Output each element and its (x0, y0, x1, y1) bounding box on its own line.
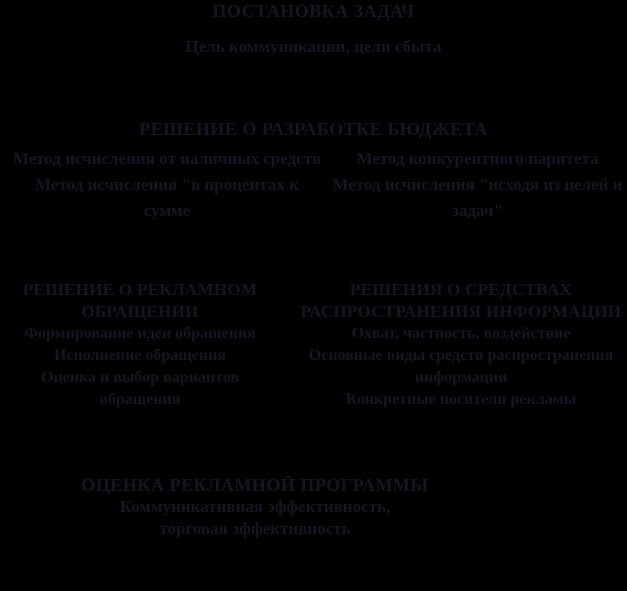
evaluation-title: ОЦЕНКА РЕКЛАМНОЙ ПРОГРАММЫ (81, 475, 429, 495)
media-decisions-title: РЕШЕНИЯ О СРЕДСТВАХ РАСПРОСТРАНЕНИЯ ИНФОРМАЦИИ (300, 280, 622, 321)
media-item-specific-vehicles: Конкретные носители рекламы (345, 391, 577, 408)
budget-method-affordable: Метод исчисления от наличных средств (12, 149, 322, 168)
media-item-reach-frequency-impact: Охват, частность, воздействие (351, 325, 571, 342)
media-decisions-box (300, 279, 622, 411)
message-item-evaluation-selection: Оценка и выбор вариантов обращения (41, 369, 239, 408)
message-decisions-box (5, 279, 275, 411)
message-item-execution: Исполнение обращения (54, 347, 226, 364)
evaluation-item-sales-effectiveness: торговая эффективность (159, 519, 351, 538)
budget-section-title: РЕШЕНИЕ О РАЗРАБОТКЕ БЮДЖЕТА (139, 119, 488, 139)
budget-method-competitive-parity: Метод конкурентного паритета (356, 149, 599, 168)
evaluation-item-communication-effectiveness: Коммуникативная эффективность, (119, 497, 391, 516)
evaluation-box (55, 474, 455, 540)
tasks-section-subtitle: Цель коммуникации, цели сбыта (185, 37, 442, 56)
budget-methods-right-column (330, 146, 625, 224)
tasks-section-title: ПОСТАНОВКА ЗАДАЧ (212, 1, 415, 21)
budget-method-percent-of-sales: Метод исчисления "в процентах к сумме (35, 175, 299, 220)
budget-method-objective-task: Метод исчисления "исходя из целей и задач" (332, 175, 623, 220)
budget-methods-left-column (10, 146, 324, 224)
message-item-idea-formation: Формирование идеи обращения (24, 325, 256, 342)
message-decisions-title: РЕШЕНИЕ О РЕКЛАМНОМ ОБРАЩЕНИИ (22, 280, 258, 321)
media-item-main-media-types: Основные виды средств распространения информации (308, 347, 614, 386)
